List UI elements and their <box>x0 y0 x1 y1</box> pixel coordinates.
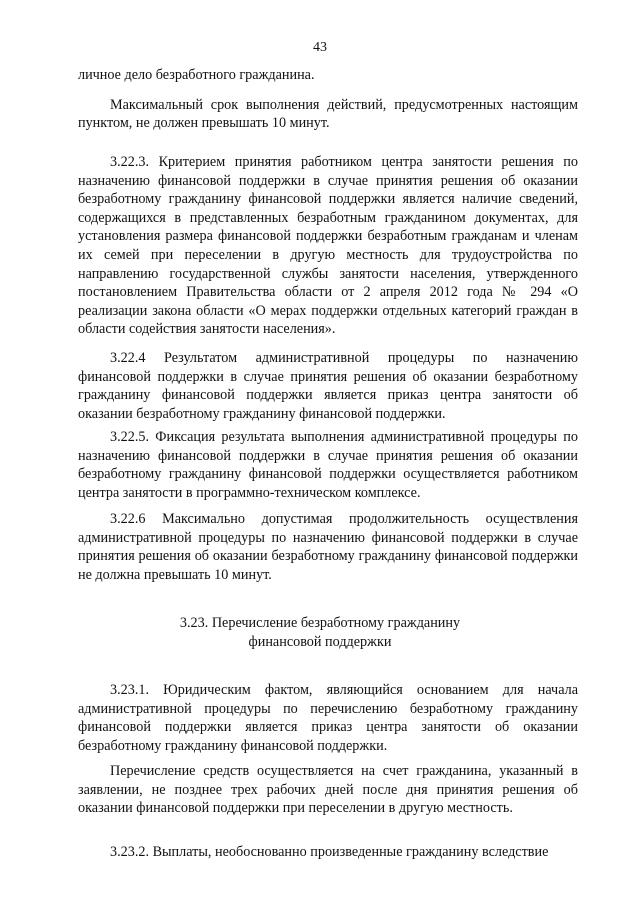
paragraph-3-22-4: 3.22.4 Результатом административной процедуры по назначению финансовой поддержки в случае принятия решения об оказании безработному гражданину финансовой поддержки является приказ центра занятости об оказании безработному гражданину финансовой поддержки. <box>78 350 578 422</box>
text-block-3-22-6 <box>78 510 578 584</box>
paragraph-3-22-5: 3.22.5. Фиксация результата выполнения административной процедуры по назначению финансовой поддержки в случае принятия решения об оказании безработному гражданину финансовой поддержки осуществляется работником центра занятости в программно-техническом комплексе. <box>78 429 578 501</box>
paragraph-3-23-2: 3.23.2. Выплаты, необоснованно произведенные гражданину вследствие <box>110 844 549 860</box>
paragraph-transfer: Перечисление средств осуществляется на счет гражданина, указанный в заявлении, не позднее трех рабочих дней после дня принятия решения об оказании финансовой поддержки при переселении в другую местность. <box>78 763 578 817</box>
paragraph-3-22-3: 3.22.3. Критерием принятия работником центра занятости решения по назначению финансовой поддержки в случае принятия решения об оказании безработному гражданину финансовой поддержки является наличие сведений, содержащихся в представленных безработным гражданином документах, для установления размера финансовой поддержки безработным гражданам и членам их семей при переселении в другую местность для трудоустройства по направлению государственной службы занятости населения, утвержденного постановлением Правительства области от 2 апреля 2012 года № 294 «О реализации закона области «О мерах поддержки отдельных категорий граждан в области содействия занятости населения». <box>78 154 578 338</box>
text-block-3-23-1 <box>78 681 578 755</box>
paragraph-max-time: Максимальный срок выполнения действий, предусмотренных настоящим пунктом, не должен превышать 10 минут. <box>78 96 578 132</box>
section-heading-line-1: 3.23. Перечисление безработному гражданину <box>179 615 461 631</box>
text-block-3-22-4 <box>78 349 578 423</box>
text-block-3-22-3 <box>78 153 578 339</box>
text-block-transfer <box>78 762 578 818</box>
section-heading <box>0 614 640 652</box>
paragraph-3-23-1: 3.23.1. Юридическим фактом, являющийся основанием для начала административной процедуры по перечислению безработному гражданину финансовой поддержки является приказ центра занятости об оказании безработному гражданину финансовой поддержки. <box>78 682 578 754</box>
paragraph-continuation: личное дело безработного гражданина. <box>78 67 315 83</box>
page-number: 43 <box>313 40 327 55</box>
text-block-3-22-5 <box>78 428 578 502</box>
text-block-3-23-2 <box>78 843 578 862</box>
paragraph-3-22-6: 3.22.6 Максимально допустимая продолжительность осуществления административной процедуры по назначению финансовой поддержки в случае принятия решения об оказании безработному гражданину финансовой поддержки не должна превышать 10 минут. <box>78 511 578 583</box>
text-block-top <box>78 66 578 133</box>
section-heading-line-2: финансовой поддержки <box>248 634 392 650</box>
